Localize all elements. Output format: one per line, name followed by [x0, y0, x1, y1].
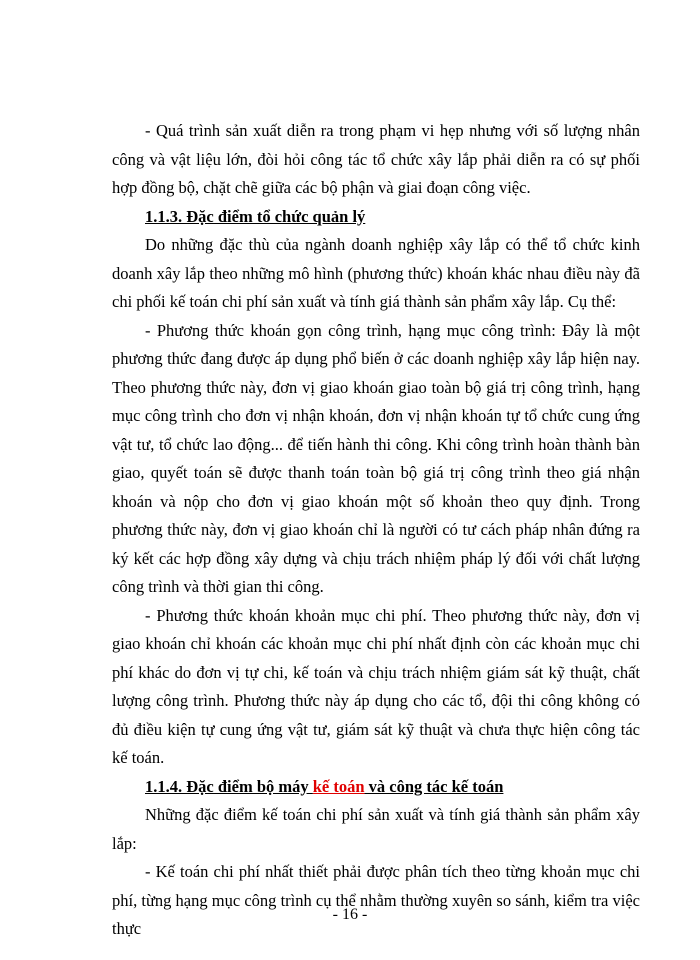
- paragraph-cost-item-contract: - Phương thức khoán khoản mục chi phí. Theo phương thức này, đơn vị giao khoán chỉ khoán các khoản mục chi phí nhất định còn các khoản mục chi phí khác do đơn vị tự chi, kế toán và chịu trách nhiệm giám sát kỹ thuật, chất lượng công trình. Phương thức này áp dụng cho các tổ, đội thi công không có đủ điều kiện tự cung ứng vật tư, giám sát kỹ thuật và chưa thực hiện công tác kế toán.: [112, 605, 640, 767]
- heading-text-end: và công tác kế toán: [364, 776, 504, 796]
- page-body: [112, 117, 640, 944]
- accounting-link[interactable]: kế toán: [312, 776, 365, 796]
- paragraph-cost-analysis: - Kế toán chi phí nhất thiết phải được phân tích theo từng khoản mục chi phí, từng hạng mục công trình cụ thể nhằm thường xuyên so sánh, kiểm tra việc thực: [112, 862, 640, 938]
- page-number: - 16 -: [332, 906, 368, 923]
- paragraph-accounting-features: Những đặc điểm kế toán chi phí sản xuất và tính giá thành sản phẩm xây lắp:: [112, 805, 640, 853]
- heading-text-start: 1.1.4. Đặc điểm bộ máy: [145, 776, 313, 796]
- paragraph-production-scope: - Quá trình sản xuất diễn ra trong phạm vi hẹp nhưng với số lượng nhân công và vật liệu lớn, đòi hỏi công tác tổ chức xây lắp phải diễn ra có sự phối hợp đồng bộ, chặt chẽ giữa các bộ phận và giai đoạn công việc.: [112, 121, 640, 197]
- section-heading-1-1-4: [112, 773, 640, 802]
- paragraph-lump-sum-contract: - Phương thức khoán gọn công trình, hạng mục công trình: Đây là một phương thức đang được áp dụng phổ biến ở các doanh nghiệp xây lắp hiện nay. Theo phương thức này, đơn vị giao khoán giao toàn bộ giá trị công trình, hạng mục công trình cho đơn vị nhận khoán, đơn vị nhận khoán tự tổ chức cung ứng vật tư, tổ chức lao động... để tiến hành thi công. Khi công trình hoàn thành bàn giao, quyết toán sẽ được thanh toán toàn bộ giá trị công trình theo giá nhận khoán và nộp cho đơn vị giao khoán một số khoản theo quy định. Trong phương thức này, đơn vị giao khoán chỉ là người có tư cách pháp nhân đứng ra ký kết các hợp đồng xây dựng và chịu trách nhiệm pháp lý đối với chất lượng công trình và thời gian thi công.: [112, 320, 640, 596]
- section-heading-1-1-3: 1.1.3. Đặc điểm tổ chức quản lý: [145, 206, 366, 226]
- paragraph-contracting-models: Do những đặc thù của ngành doanh nghiệp xây lắp có thể tổ chức kinh doanh xây lắp theo những mô hình (phương thức) khoán khác nhau điều này đã chi phối kế toán chi phí sản xuất và tính giá thành sản phẩm xây lắp. Cụ thể:: [112, 235, 640, 311]
